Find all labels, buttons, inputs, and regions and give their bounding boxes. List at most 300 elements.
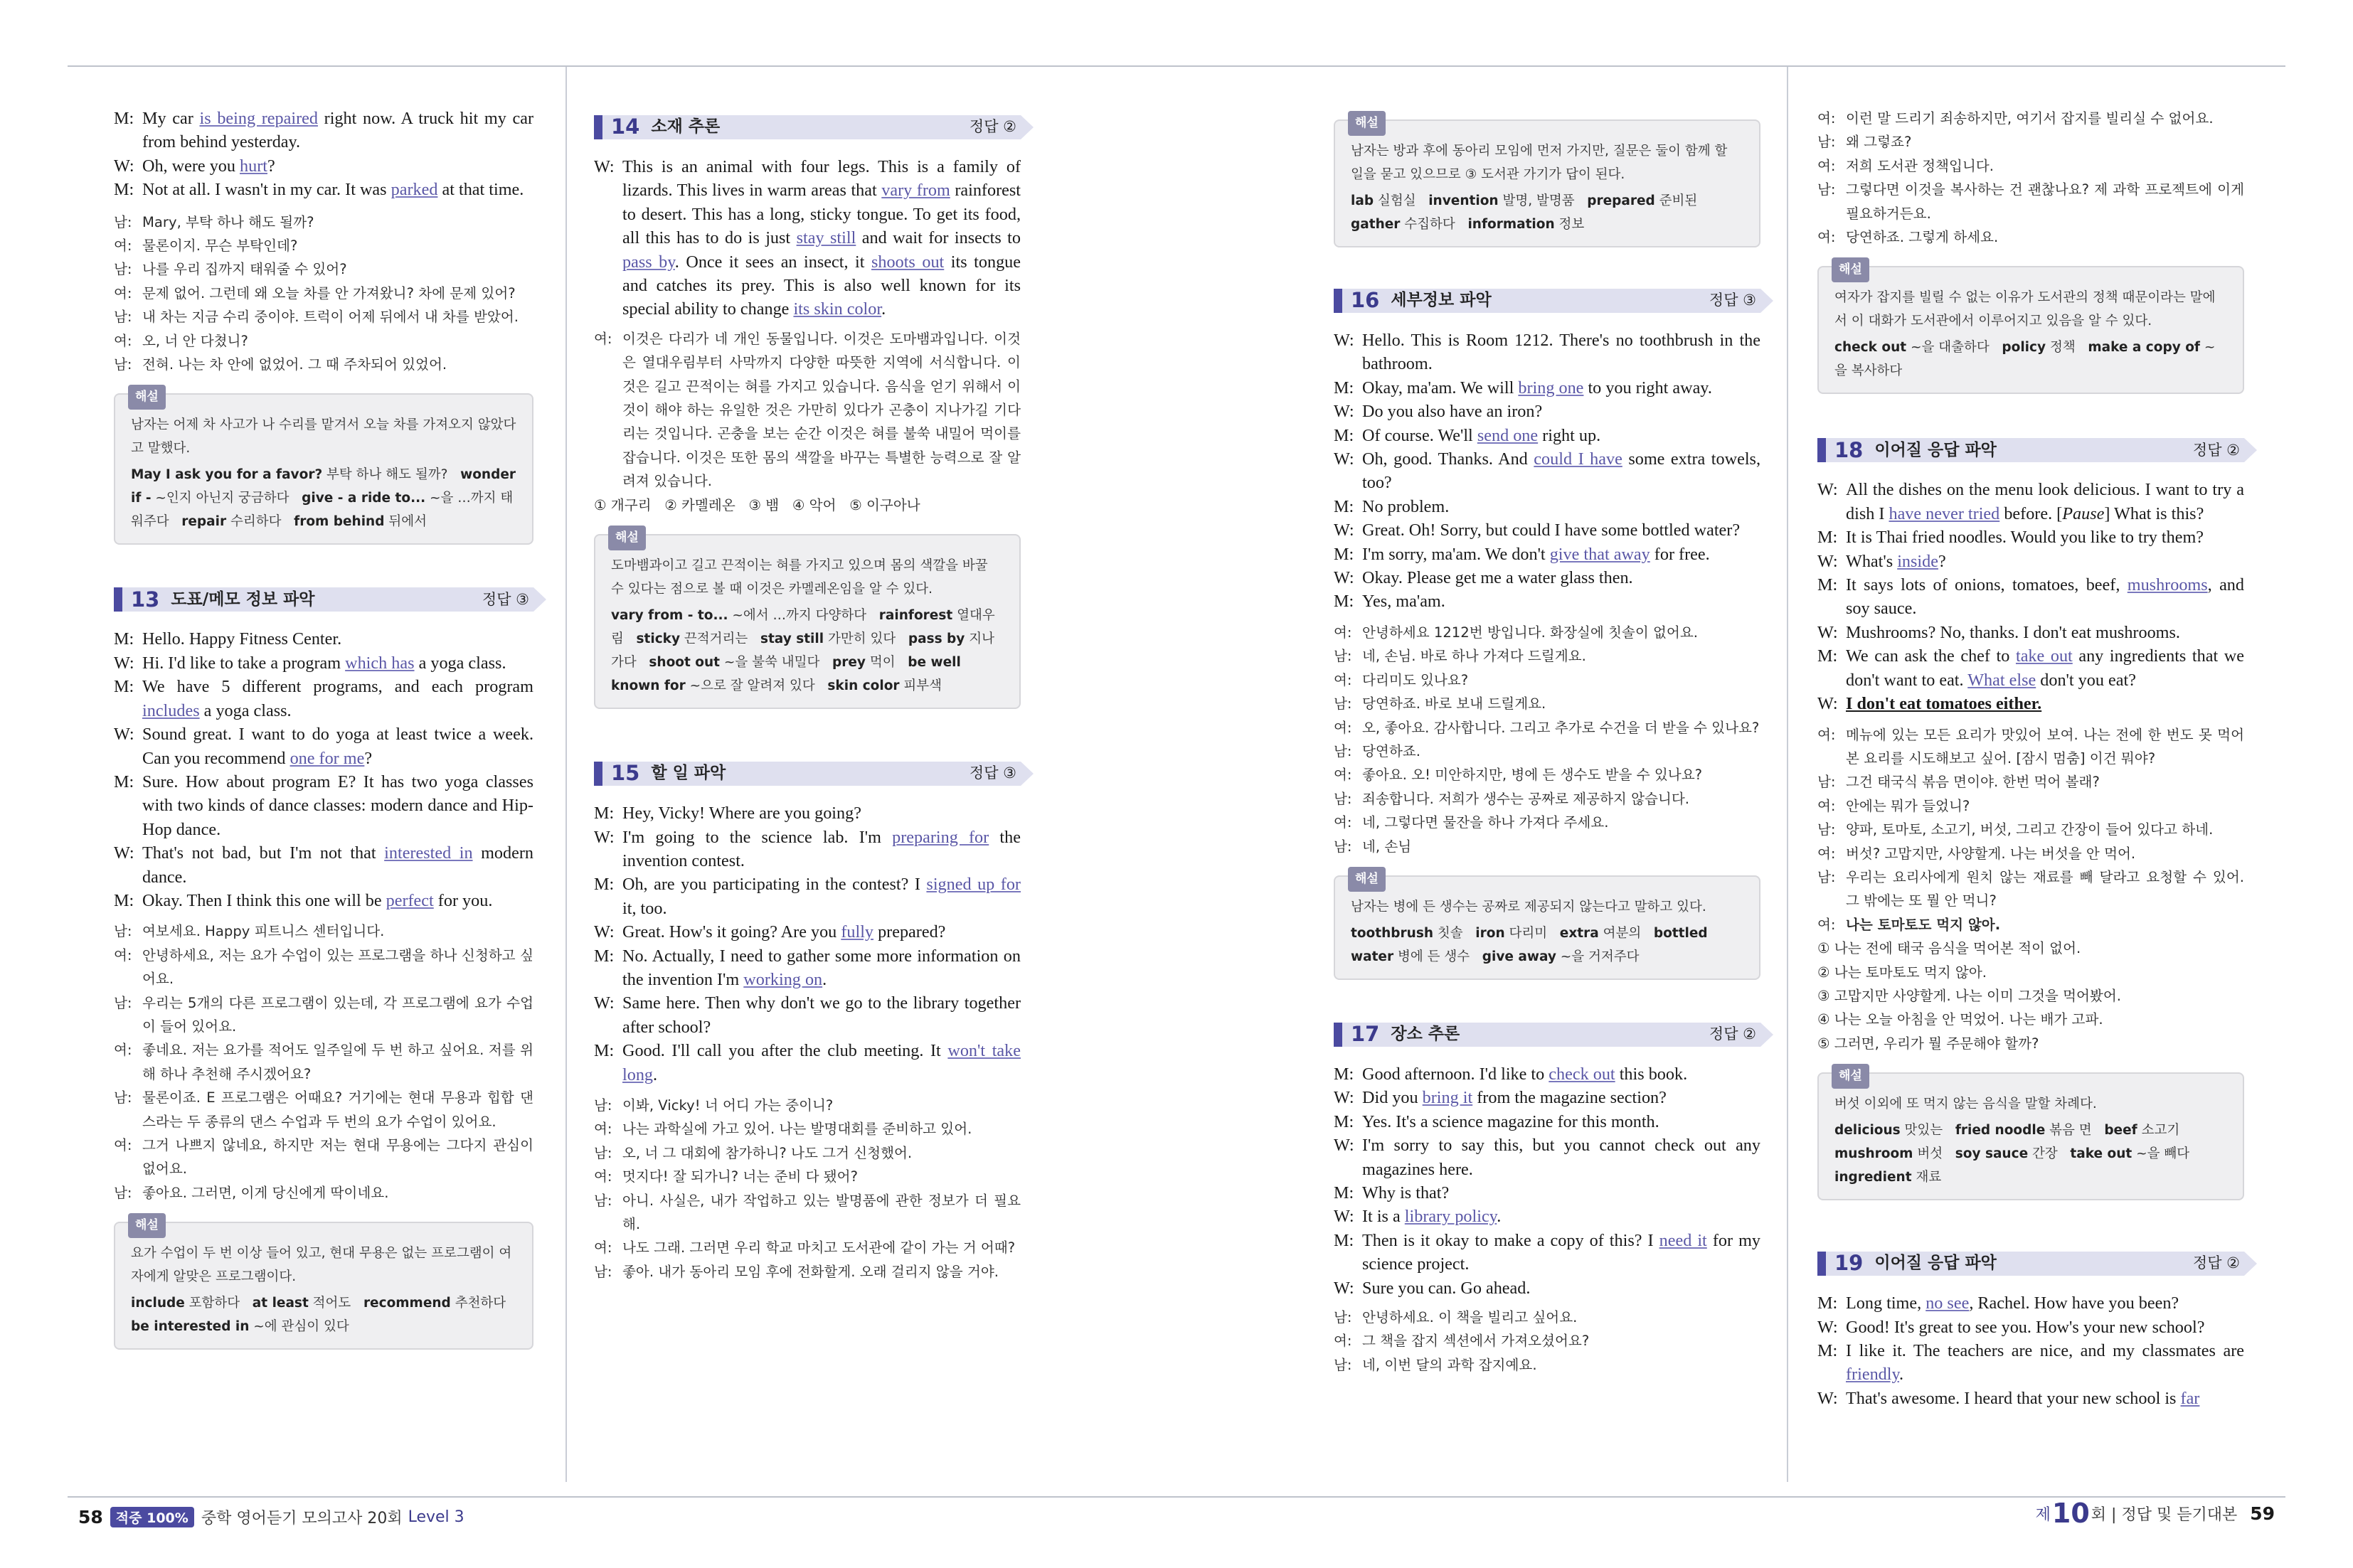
explanation-tag: 해설: [1348, 111, 1386, 136]
q18-script-en: [1817, 478, 2244, 715]
speaker-label: 여:: [114, 1042, 132, 1059]
line-text: 우리는 5개의 다른 프로그램이 있는데, 각 프로그램에 요가 수업이 들어 있어요.: [142, 994, 533, 1035]
line-text: Great. How's it going? Are you fully prepared?: [622, 922, 946, 942]
page-number: 59: [2250, 1503, 2275, 1524]
speaker-label: 여:: [1334, 671, 1352, 688]
line-text: 그건 태국식 볶음 면이야. 한번 먹어 볼래?: [1846, 774, 2100, 791]
q17-script-ko: [1334, 1306, 1760, 1377]
speaker-label: 남:: [1817, 134, 1836, 151]
dialog-line: [114, 627, 533, 651]
speaker-label: 여:: [594, 1239, 612, 1257]
translation-line: [1334, 1329, 1760, 1353]
line-text: 그거 나쁘지 않네요, 하지만 저는 현대 무용에는 그다지 관심이 없어요.: [142, 1137, 533, 1178]
dialog-line: [1817, 644, 2244, 692]
q18-header: [1817, 438, 2244, 462]
line-text: Hey, Vicky! Where are you going?: [622, 804, 861, 823]
speaker-label: M:: [1334, 425, 1354, 445]
speaker-label: 여:: [1817, 726, 1836, 743]
speaker-label: 여:: [1817, 916, 1836, 933]
speaker-label: 여:: [1334, 719, 1352, 736]
speaker-label: W:: [114, 156, 134, 176]
line-text: I'm sorry, ma'am. We don't give that away for free.: [1362, 544, 1710, 564]
dialog-line: [1334, 1229, 1760, 1276]
speaker-label: W:: [1817, 551, 1838, 571]
explanation-text: 남자는 병에 든 생수는 공짜로 제공되지 않는다고 말하고 있다.: [1351, 899, 1706, 914]
dialog-line: [114, 107, 533, 154]
q17-explanation: [1817, 262, 2244, 394]
speaker-label: 남:: [1334, 648, 1352, 665]
speaker-label: 남:: [114, 309, 132, 326]
dialog-line: [1334, 566, 1760, 590]
speaker-label: 여:: [1817, 157, 1836, 174]
translation-line: [1817, 842, 2244, 865]
q19-script-en: [1817, 1291, 2244, 1410]
speaker-label: M:: [1334, 496, 1354, 516]
speaker-label: W:: [1817, 694, 1838, 714]
line-text: Okay. Please get me a water glass then.: [1362, 568, 1633, 588]
line-text: Sure you can. Go ahead.: [1362, 1278, 1531, 1298]
speaker-label: M:: [594, 1041, 615, 1061]
speaker-label: 여:: [594, 330, 612, 347]
line-text: Do you also have an iron?: [1362, 402, 1543, 422]
speaker-label: W:: [1334, 1278, 1354, 1298]
line-text: 네, 그렇다면 물잔을 하나 가져다 주세요.: [1362, 814, 1609, 831]
speaker-label: 여:: [114, 332, 132, 349]
column-1: [114, 107, 533, 1357]
dialog-line: [1334, 1205, 1760, 1228]
answer-label: 정답 ②: [2192, 1254, 2240, 1272]
line-text: 문제 없어. 그런데 왜 오늘 차를 안 가져왔니? 차에 문제 있어?: [142, 284, 516, 302]
line-text: I don't eat tomatoes either.: [1846, 694, 2042, 714]
speaker-label: W:: [1334, 402, 1354, 422]
dialog-line: [594, 155, 1021, 321]
speaker-label: W:: [1817, 622, 1838, 642]
line-text: 당연하죠. 그렇게 하세요.: [1846, 229, 1999, 246]
dialog-line: [1817, 550, 2244, 573]
line-text: Mary, 부탁 하나 해도 될까?: [142, 213, 314, 230]
translation-line: [114, 282, 533, 305]
line-text: 나도 그래. 그러면 우리 학교 마치고 도서관에 같이 가는 거 어때?: [622, 1239, 1016, 1257]
line-text: Great. Oh! Sorry, but could I have some bottled water?: [1362, 521, 1741, 540]
line-text: 죄송합니다. 저희가 생수는 공짜로 제공하지 않습니다.: [1362, 790, 1690, 807]
vocab-list: check out ~을 대출하다 policy 정책 make a copy of ~을 복사하다: [1834, 340, 2216, 379]
line-text: 좋아요. 오! 미안하지만, 병에 든 생수도 받을 수 있나요?: [1362, 767, 1703, 784]
line-text: 안녕하세요. 이 책을 빌리고 싶어요.: [1362, 1309, 1578, 1326]
translation-line: [1817, 154, 2244, 178]
translation-line: [1817, 107, 2244, 130]
line-text: 좋아. 내가 동아리 모임 후에 전화할게. 오래 걸리지 않을 거야.: [622, 1263, 999, 1280]
speaker-label: W:: [594, 157, 615, 176]
speaker-label: 여:: [114, 1137, 132, 1153]
speaker-label: 남:: [114, 356, 132, 373]
translation-line: [1334, 644, 1760, 668]
line-text: 안에는 뭐가 들었니?: [1846, 797, 1970, 814]
line-text: Oh, were you hurt?: [142, 156, 275, 176]
dialog-line: [1817, 1339, 2244, 1387]
speaker-label: 여:: [1817, 110, 1836, 127]
dialog-line: [1334, 1110, 1760, 1134]
line-text: Oh, good. Thanks. And could I have some extra towels, too?: [1362, 449, 1760, 493]
translation-line: [114, 1181, 533, 1205]
q14-script-ko: [594, 327, 1021, 494]
dialog-line: [1334, 495, 1760, 518]
translation-line: [114, 1038, 533, 1086]
translation-line: [594, 1189, 1021, 1237]
dialog-line: [114, 651, 533, 675]
translation-line: [1817, 225, 2244, 249]
dialog-line: [1817, 621, 2244, 644]
translation-line: [1334, 668, 1760, 692]
line-text: 아니. 사실은, 내가 작업하고 있는 발명품에 관한 정보가 더 필요해.: [622, 1192, 1021, 1232]
speaker-label: W:: [114, 725, 134, 745]
line-text: Long time, no see, Rachel. How have you been?: [1846, 1294, 2179, 1313]
speaker-label: W:: [594, 827, 615, 847]
explanation-tag: 해설: [1348, 867, 1386, 892]
answer-label: 정답 ③: [969, 764, 1016, 782]
line-text: 메뉴에 있는 모든 요리가 맛있어 보여. 나는 전에 한 번도 못 먹어본 요리를 시도해보고 싶어. [잠시 멈춤] 이건 뭐야?: [1846, 726, 2244, 767]
speaker-label: 남:: [1334, 838, 1352, 855]
translation-line: [114, 305, 533, 329]
speaker-label: 남:: [594, 1144, 612, 1161]
speaker-label: 남:: [594, 1097, 612, 1114]
line-text: We can ask the chef to take out any ingredients that we don't want to eat. What else don't you eat?: [1846, 646, 2244, 690]
line-text: Good afternoon. I'd like to check out this book.: [1362, 1064, 1688, 1084]
dialog-line: [1334, 1062, 1760, 1086]
line-text: 물론이지. 무슨 부탁인데?: [142, 238, 298, 255]
line-text: No. Actually, I need to gather some more information on the invention I'm working on.: [622, 946, 1021, 989]
line-text: 당연하죠.: [1362, 742, 1420, 759]
q15-header: [594, 762, 1021, 786]
dialog-line: [1334, 590, 1760, 613]
line-text: 나를 우리 집까지 태워줄 수 있어?: [142, 261, 347, 278]
level-label: Level 3: [408, 1508, 464, 1526]
speaker-label: 남:: [114, 1089, 132, 1106]
speaker-label: 여:: [1817, 797, 1836, 814]
speaker-label: 남:: [1334, 1356, 1352, 1373]
translation-line: [1817, 178, 2244, 225]
translation-line: [1334, 835, 1760, 858]
speaker-label: W:: [1817, 480, 1838, 500]
speaker-label: 여:: [114, 238, 132, 255]
dialog-line: [1817, 478, 2244, 526]
explanation-tag: 해설: [1832, 1064, 1869, 1089]
translation-line: [594, 1165, 1021, 1188]
speaker-label: 남:: [1334, 742, 1352, 759]
translation-line: [1817, 723, 2244, 771]
translation-line: [1334, 621, 1760, 644]
question-number: 18: [1834, 437, 1864, 462]
footer-left: [78, 1506, 464, 1528]
bottom-rule: [68, 1496, 2285, 1498]
explanation-tag: 해설: [128, 385, 166, 410]
line-text: It is a library policy.: [1362, 1207, 1502, 1227]
line-text: 안녕하세요, 저는 요가 수업이 있는 프로그램을 하나 신청하고 싶어요.: [142, 946, 533, 988]
q16-header: [1334, 289, 1760, 313]
explanation-text: 여자가 잡지를 빌릴 수 없는 이유가 도서관의 정책 때문이라는 말에서 이 대화가 도서관에서 이루어지고 있음을 알 수 있다.: [1834, 290, 2216, 329]
column-divider: [1787, 67, 1788, 1482]
line-text: Why is that?: [1362, 1183, 1450, 1202]
translation-line: [1334, 811, 1760, 834]
vocab-list: lab 실험실 invention 발명, 발명품 prepared 준비된 gather 수집하다 information 정보: [1351, 193, 1706, 232]
translation-line: [114, 1134, 533, 1181]
explanation-text: 요가 수업이 두 번 이상 들어 있고, 현대 무용은 없는 프로그램이 여자에게 알맞은 프로그램이다.: [131, 1246, 512, 1285]
dialog-line: [1817, 1316, 2244, 1339]
q13-script-ko: [114, 919, 533, 1205]
choice-item: ⑤ 그러면, 우리가 뭘 주문해야 할까?: [1817, 1035, 2039, 1052]
line-text: 안녕하세요 1212번 방입니다. 화장실에 칫솔이 없어요.: [1362, 624, 1699, 641]
line-text: Good. I'll call you after the club meeting. It won't take long.: [622, 1041, 1021, 1084]
line-text: It says lots of onions, tomatoes, beef, mushrooms, and soy sauce.: [1846, 575, 2244, 619]
translation-line: [594, 1260, 1021, 1284]
question-title: 도표/메모 정보 파악: [171, 590, 315, 609]
translation-line: [594, 327, 1021, 494]
question-number: 17: [1351, 1022, 1380, 1047]
dialog-line: [594, 826, 1021, 873]
line-text: 양파, 토마토, 소고기, 버섯, 그리고 간장이 들어 있다고 하네.: [1846, 821, 2214, 838]
line-text: That's awesome. I heard that your new school is far: [1846, 1388, 2200, 1408]
dialog-line: [114, 675, 533, 722]
line-text: It is Thai fried noodles. Would you like to try them?: [1846, 528, 2204, 548]
line-text: 왜 그렇죠?: [1846, 134, 1912, 151]
vocab-list: vary from - to... ~에서 …까지 다양하다 rainforest 열대우림 sticky 끈적거리는 stay still 가만히 있다 pass by 지나가다 shoot out ~을 불쑥 내밀다 prey 먹이 be well known for ~으로 잘 알려져 있다 skin color 피부색: [611, 608, 995, 694]
question-number: 13: [131, 587, 160, 612]
line-text: Did you bring it from the magazine section?: [1362, 1088, 1667, 1108]
dialog-line: [1334, 376, 1760, 400]
line-text: Same here. Then why don't we go to the library together after school?: [622, 993, 1021, 1037]
question-title: 장소 추론: [1391, 1025, 1460, 1044]
line-text: Then is it okay to make a copy of this? I need it for my science project.: [1362, 1230, 1760, 1274]
translation-line: [114, 919, 533, 943]
speaker-label: 남:: [114, 261, 132, 278]
q15-explanation: [1334, 116, 1760, 247]
translation-line: [1334, 1353, 1760, 1377]
dialog-line: [1334, 424, 1760, 447]
series-badge: 적중 100%: [110, 1507, 194, 1527]
q13-header: [114, 587, 533, 612]
speaker-label: M:: [1334, 592, 1354, 612]
speaker-label: M:: [1334, 544, 1354, 564]
vocab-list: delicious 맛있는 fried noodle 볶음 면 beef 소고기 mushroom 버섯 soy sauce 간장 take out ~을 빼다 ingredient 재료: [1834, 1123, 2198, 1185]
line-text: I'm going to the science lab. I'm preparing for the invention contest.: [622, 827, 1021, 870]
translation-line: [1817, 770, 2244, 794]
line-text: 물론이죠. E 프로그램은 어때요? 거기에는 현대 무용과 힙합 댄스라는 두 종류의 댄스 수업과 두 번의 요가 수업이 있어요.: [142, 1089, 533, 1130]
dialog-line: [1334, 329, 1760, 376]
answer-label: 정답 ②: [2192, 441, 2240, 459]
speaker-label: W:: [1334, 1088, 1354, 1108]
speaker-label: M:: [114, 772, 134, 791]
q17-script-ko-cont: [1817, 107, 2244, 249]
speaker-label: 여:: [1334, 814, 1352, 831]
line-text: Not at all. I wasn't in my car. It was parked at that time.: [142, 180, 524, 200]
speaker-label: 여:: [114, 284, 132, 302]
q15-script-en: [594, 801, 1021, 1087]
question-title: 이어질 응답 파악: [1874, 440, 1997, 459]
line-text: 네, 손님. 바로 하나 가져다 드릴게요.: [1362, 648, 1586, 665]
line-text: Of course. We'll send one right up.: [1362, 425, 1601, 445]
line-text: Sure. How about program E? It has two yoga classes with two kinds of dance classes: modern dance and Hip-Hop dance.: [142, 772, 533, 839]
translation-line: [1334, 787, 1760, 811]
line-text: Hello. This is Room 1212. There's no toothbrush in the bathroom.: [1362, 331, 1760, 374]
dialog-line: [1817, 1291, 2244, 1315]
line-text: 오, 좋아요. 감사합니다. 그리고 추가로 수건을 더 받을 수 있나요?: [1362, 719, 1760, 736]
line-text: 이것은 다리가 네 개인 동물입니다. 이것은 도마뱀과입니다. 이것은 열대우림부터 사막까지 다양한 따뜻한 지역에 서식합니다. 이것은 길고 끈적이는 혀를 가지고 있습니다. 음식을 얻기 위해서 이것이 해야 하는 유일한 것은 가만히 있다가 곤충이 지나가길 기다리는 것입니다. 곤충을 보는 순간 이것은 혀를 불쑥 내밀어 먹이를 잡습니다. 이것은 또한 몸의 색깔을 바꾸는 특별한 능력으로 잘 알려져 있습니다.: [622, 330, 1021, 490]
speaker-label: W:: [594, 993, 615, 1013]
dialog-line: [594, 920, 1021, 944]
q18-choices: [1817, 937, 2244, 1055]
translation-line: [1817, 913, 2244, 937]
speaker-label: M:: [1817, 1341, 1838, 1360]
q12-script-ko: [114, 210, 533, 377]
q18-explanation: [1817, 1069, 2244, 1200]
q14-script-en: [594, 155, 1021, 321]
speaker-label: M:: [1817, 646, 1838, 666]
line-text: What's inside?: [1846, 551, 1946, 571]
dialog-line: [1334, 1181, 1760, 1205]
dialog-line: [1334, 1086, 1760, 1109]
page-number: 58: [78, 1507, 103, 1527]
line-text: Yes, ma'am.: [1362, 592, 1445, 612]
translation-line: [114, 329, 533, 353]
choice-item: ① 나는 전에 태국 음식을 먹어본 적이 없어.: [1817, 940, 2081, 957]
speaker-label: 남:: [594, 1192, 612, 1209]
line-text: 저희 도서관 정책입니다.: [1846, 157, 1994, 174]
vocab-list: include 포함하다 at least 적어도 recommend 추천하다 be interested in ~에 관심이 있다: [131, 1296, 514, 1335]
explanation-text: 남자는 어제 차 사고가 나 수리를 맡겨서 오늘 차를 가져오지 않았다고 말했다.: [131, 417, 516, 457]
dialog-line: [114, 841, 533, 889]
q17-script-en: [1334, 1062, 1760, 1300]
line-text: I'm sorry to say this, but you cannot check out any magazines here.: [1362, 1136, 1760, 1179]
speaker-label: W:: [114, 653, 134, 673]
footer-right: [2036, 1498, 2275, 1529]
translation-line: [114, 944, 533, 991]
speaker-label: M:: [594, 875, 615, 895]
translation-line: [594, 1117, 1021, 1141]
translation-line: [114, 353, 533, 376]
speaker-label: 남:: [1817, 181, 1836, 198]
speaker-label: M:: [114, 677, 134, 697]
speaker-label: M:: [1817, 575, 1838, 595]
translation-line: [1334, 1306, 1760, 1329]
speaker-label: 남:: [114, 923, 132, 940]
q14-explanation: [594, 530, 1021, 709]
line-text: I like it. The teachers are nice, and my classmates are friendly.: [1846, 1341, 2244, 1385]
answer-label: 정답 ②: [1709, 1025, 1756, 1043]
dialog-line: [1334, 447, 1760, 495]
explanation-text: 도마뱀과이고 길고 끈적이는 혀를 가지고 있으며 몸의 색깔을 바꿀 수 있다는 점으로 볼 때 이것은 카멜레온임을 알 수 있다.: [611, 558, 988, 597]
translation-line: [114, 257, 533, 281]
speaker-label: M:: [114, 180, 134, 200]
speaker-label: 남:: [1334, 695, 1352, 713]
series-title: 중학 영어듣기 모의고사 20회: [201, 1510, 403, 1527]
q13-script-en: [114, 627, 533, 912]
translation-line: [594, 1141, 1021, 1165]
translation-line: [1334, 763, 1760, 786]
q14-header: [594, 115, 1021, 139]
dialog-line: [1817, 1387, 2244, 1410]
q12-explanation: [114, 390, 533, 545]
translation-line: [1334, 692, 1760, 715]
speaker-label: W:: [1334, 1136, 1354, 1156]
question-title: 할 일 파악: [651, 764, 726, 783]
speaker-label: M:: [114, 890, 134, 910]
line-text: 나는 과학실에 가고 있어. 나는 발명대회를 준비하고 있어.: [622, 1121, 972, 1138]
dialog-line: [1334, 1134, 1760, 1181]
q15-script-ko: [594, 1094, 1021, 1284]
speaker-label: 여:: [114, 946, 132, 964]
speaker-label: M:: [1817, 1294, 1838, 1313]
q16-explanation: [1334, 871, 1760, 980]
question-title: 이어질 응답 파악: [1874, 1254, 1997, 1273]
dialog-line: [1817, 526, 2244, 549]
line-text: My car is being repaired right now. A truck hit my car from behind yesterday.: [142, 109, 534, 152]
speaker-label: M:: [1817, 528, 1838, 548]
speaker-label: M:: [114, 109, 134, 128]
dialog-line: [594, 1039, 1021, 1087]
speaker-label: M:: [114, 629, 134, 649]
question-title: 세부정보 파악: [1391, 291, 1492, 310]
line-text: Sound great. I want to do yoga at least twice a week. Can you recommend one for me?: [142, 725, 533, 768]
choice-item: ④ 나는 오늘 아침을 안 먹었어. 나는 배가 고파.: [1817, 1011, 2103, 1028]
line-text: Okay. Then I think this one will be perfect for you.: [142, 890, 493, 910]
translation-line: [114, 210, 533, 234]
dialog-line: [1334, 1276, 1760, 1300]
line-text: 네, 손님: [1362, 838, 1412, 855]
line-text: Oh, are you participating in the contest? I signed up for it, too.: [622, 875, 1021, 918]
speaker-label: W:: [1817, 1317, 1838, 1337]
speaker-label: M:: [594, 946, 615, 966]
vocab-list: May I ask you for a favor? 부탁 하나 해도 될까? wonder if - ~인지 아닌지 궁금하다 give - a ride to... ~을 …까지 태워주다 repair 수리하다 from behind 뒤에서: [131, 467, 516, 530]
q18-script-ko: [1817, 723, 2244, 937]
column-2: [594, 107, 1021, 1284]
answer-label: 정답 ③: [482, 590, 529, 608]
dialog-line: [594, 873, 1021, 920]
q13-explanation: [114, 1218, 533, 1350]
column-4: [1817, 107, 2244, 1410]
line-text: 네, 이번 달의 과학 잡지예요.: [1362, 1356, 1537, 1373]
speaker-label: 여:: [1817, 845, 1836, 862]
choice-item: ② 나는 토마토도 먹지 않아.: [1817, 964, 1987, 981]
line-text: Good! It's great to see you. How's your new school?: [1846, 1317, 2205, 1337]
line-text: 이봐, Vicky! 너 어디 가는 중이니?: [622, 1097, 834, 1114]
line-text: 이런 말 드리기 죄송하지만, 여기서 잡지를 빌리실 수 없어요.: [1846, 110, 2214, 127]
line-text: Yes. It's a science magazine for this month.: [1362, 1111, 1659, 1131]
line-text: 나는 토마토도 먹지 않아.: [1846, 916, 2001, 933]
dialog-line: [594, 991, 1021, 1039]
speaker-label: M:: [1334, 1064, 1354, 1084]
dialog-line: [114, 178, 533, 201]
dialog-line: [114, 154, 533, 178]
dialog-line: [1817, 573, 2244, 621]
translation-line: [594, 1236, 1021, 1259]
line-text: 우리는 요리사에게 원치 않는 재료를 빼 달라고 요청할 수 있어. 그 밖에는 또 뭘 안 먹니?: [1846, 868, 2244, 910]
explanation-text: 남자는 방과 후에 동아리 모임에 먼저 가지만, 질문은 둘이 함께 할 일을 묻고 있으므로 ③ 도서관 가기가 답이 된다.: [1351, 144, 1728, 182]
column-3: [1334, 114, 1760, 1377]
line-text: 그 책을 잡지 섹션에서 가져오셨어요?: [1362, 1333, 1590, 1350]
speaker-label: M:: [594, 804, 615, 823]
q16-script-en: [1334, 329, 1760, 614]
speaker-label: 여:: [1334, 1333, 1352, 1350]
dialog-line: [594, 801, 1021, 825]
round-suffix: 회 | 정답 및 듣기대본: [2091, 1505, 2238, 1524]
speaker-label: 여:: [1334, 624, 1352, 641]
dialog-line: [114, 770, 533, 841]
speaker-label: 남:: [114, 213, 132, 230]
line-text: 멋지다! 잘 되가니? 너는 준비 다 됐어?: [622, 1168, 859, 1185]
round-number: 10: [2051, 1498, 2090, 1529]
q14-choices: ① 개구리 ② 카멜레온 ③ 뱀 ④ 악어 ⑤ 이구아나: [594, 496, 920, 513]
translation-line: [1334, 740, 1760, 763]
translation-line: [114, 991, 533, 1039]
